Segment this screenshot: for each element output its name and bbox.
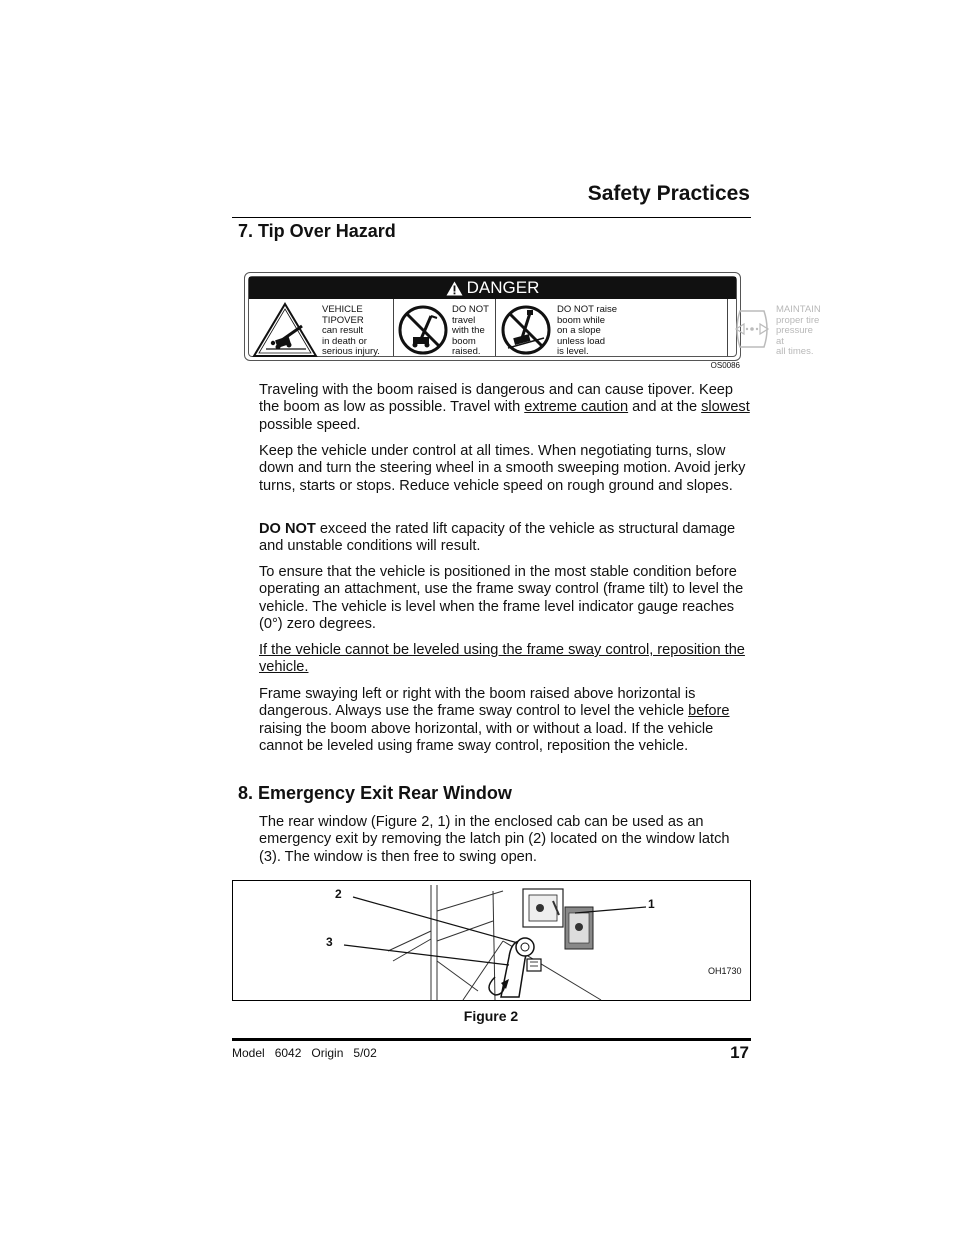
decal-panel-tipover (249, 299, 394, 356)
paragraph-frame-swaying (259, 686, 754, 755)
paragraph-reposition-warning: If the vehicle cannot be leveled using the frame sway control, reposition the vehicle. (259, 642, 745, 676)
decal-panel-no-travel (394, 299, 496, 356)
decal-panel-tire-pressure (728, 299, 821, 357)
underlined-text: extreme caution (524, 399, 629, 416)
danger-banner (249, 277, 736, 299)
section-heading-emergency-exit: 8. Emergency Exit Rear Window (238, 783, 512, 803)
no-raise-boom-slope-icon (500, 304, 552, 356)
figure-callout: 3 (326, 935, 333, 949)
text-run: raising the boom above horizontal, with or without a load. If the vehicle cannot be leveled using frame sway control, reposition the vehicle. (259, 720, 714, 754)
footer-model-label: Model (232, 1046, 265, 1060)
tipover-warning-icon (252, 302, 318, 358)
paragraph-frame-sway: To ensure that the vehicle is positioned in the most stable condition before operating an attachment, use the frame sway control (frame tilt) to level the vehicle. The vehicle is level when the frame level indicator gauge reaches (0°) zero degrees. (259, 564, 744, 632)
decal-panel-text: VEHICLE TIPOVER can result in death or serious injury. (322, 304, 380, 357)
figure-callout: 2 (335, 887, 342, 901)
section-heading-tip-over: 7. Tip Over Hazard (238, 221, 396, 241)
warning-triangle-icon (446, 281, 463, 296)
page-title: Safety Practices (587, 182, 750, 205)
text-run: Traveling with the boom raised is dangerous and can cause tipover. Keep the boom as low as possible. Travel with (259, 382, 734, 416)
bold-text: DO NOT (259, 521, 316, 537)
text-run: Frame swaying left or right with the boom raised above horizontal is dangerous. Always use the frame sway control to level the vehicle (259, 686, 696, 720)
decal-panel-text: DO NOT raise boom while on a slope unless load is level. (557, 304, 618, 357)
footer-origin-label: Origin (311, 1046, 344, 1060)
figure-rear-window (232, 880, 751, 1001)
figure-callout: 1 (648, 897, 655, 911)
page-number: 17 (730, 1043, 749, 1062)
danger-decal (244, 272, 821, 361)
paragraph-vehicle-control: Keep the vehicle under control at all times. When negotiating turns, slow down and turn the steering wheel in a smooth sweeping motion. Avoid jerky turns, starts or stops. Reduce vehicle speed on rough ground and slopes. (259, 443, 746, 494)
figure-caption-text: Figure 2 (463, 1008, 519, 1024)
footer-model: 6042 (274, 1046, 302, 1060)
footer-model-info (232, 1046, 387, 1060)
no-travel-boom-raised-icon (397, 304, 449, 356)
rear-window-latch-illustration (233, 881, 750, 1000)
paragraph-rear-window: The rear window (Figure 2, 1) in the enclosed cab can be used as an emergency exit by removing the latch pin (2) located on the window latch (3). The window is then free to swing open. (259, 814, 730, 865)
footer-origin: 5/02 (353, 1046, 377, 1060)
decal-panel-text: MAINTAIN proper tire pressure at all times. (776, 304, 821, 357)
figure-code: OH1730 (708, 966, 742, 976)
text-run: exceed the rated lift capacity of the vehicle as structural damage and unstable conditions will result. (259, 521, 736, 555)
figure-caption (0, 1008, 954, 1024)
decal-panel-no-raise-slope (496, 299, 728, 356)
text-run: and at the (628, 399, 702, 416)
footer-rule (232, 1038, 751, 1041)
paragraph-boom-raised (259, 382, 754, 434)
danger-banner-label: DANGER (466, 278, 540, 297)
tire-pressure-icon (732, 307, 772, 351)
underlined-text: slowest (701, 399, 750, 416)
paragraph-lift-capacity (259, 521, 754, 556)
decal-panel-text: DO NOT travel with the boom raised. (452, 304, 489, 357)
underlined-text: before (688, 703, 730, 720)
text-run: possible speed. (259, 416, 361, 433)
header-rule (232, 217, 751, 218)
decal-code: OS0086 (710, 361, 740, 370)
